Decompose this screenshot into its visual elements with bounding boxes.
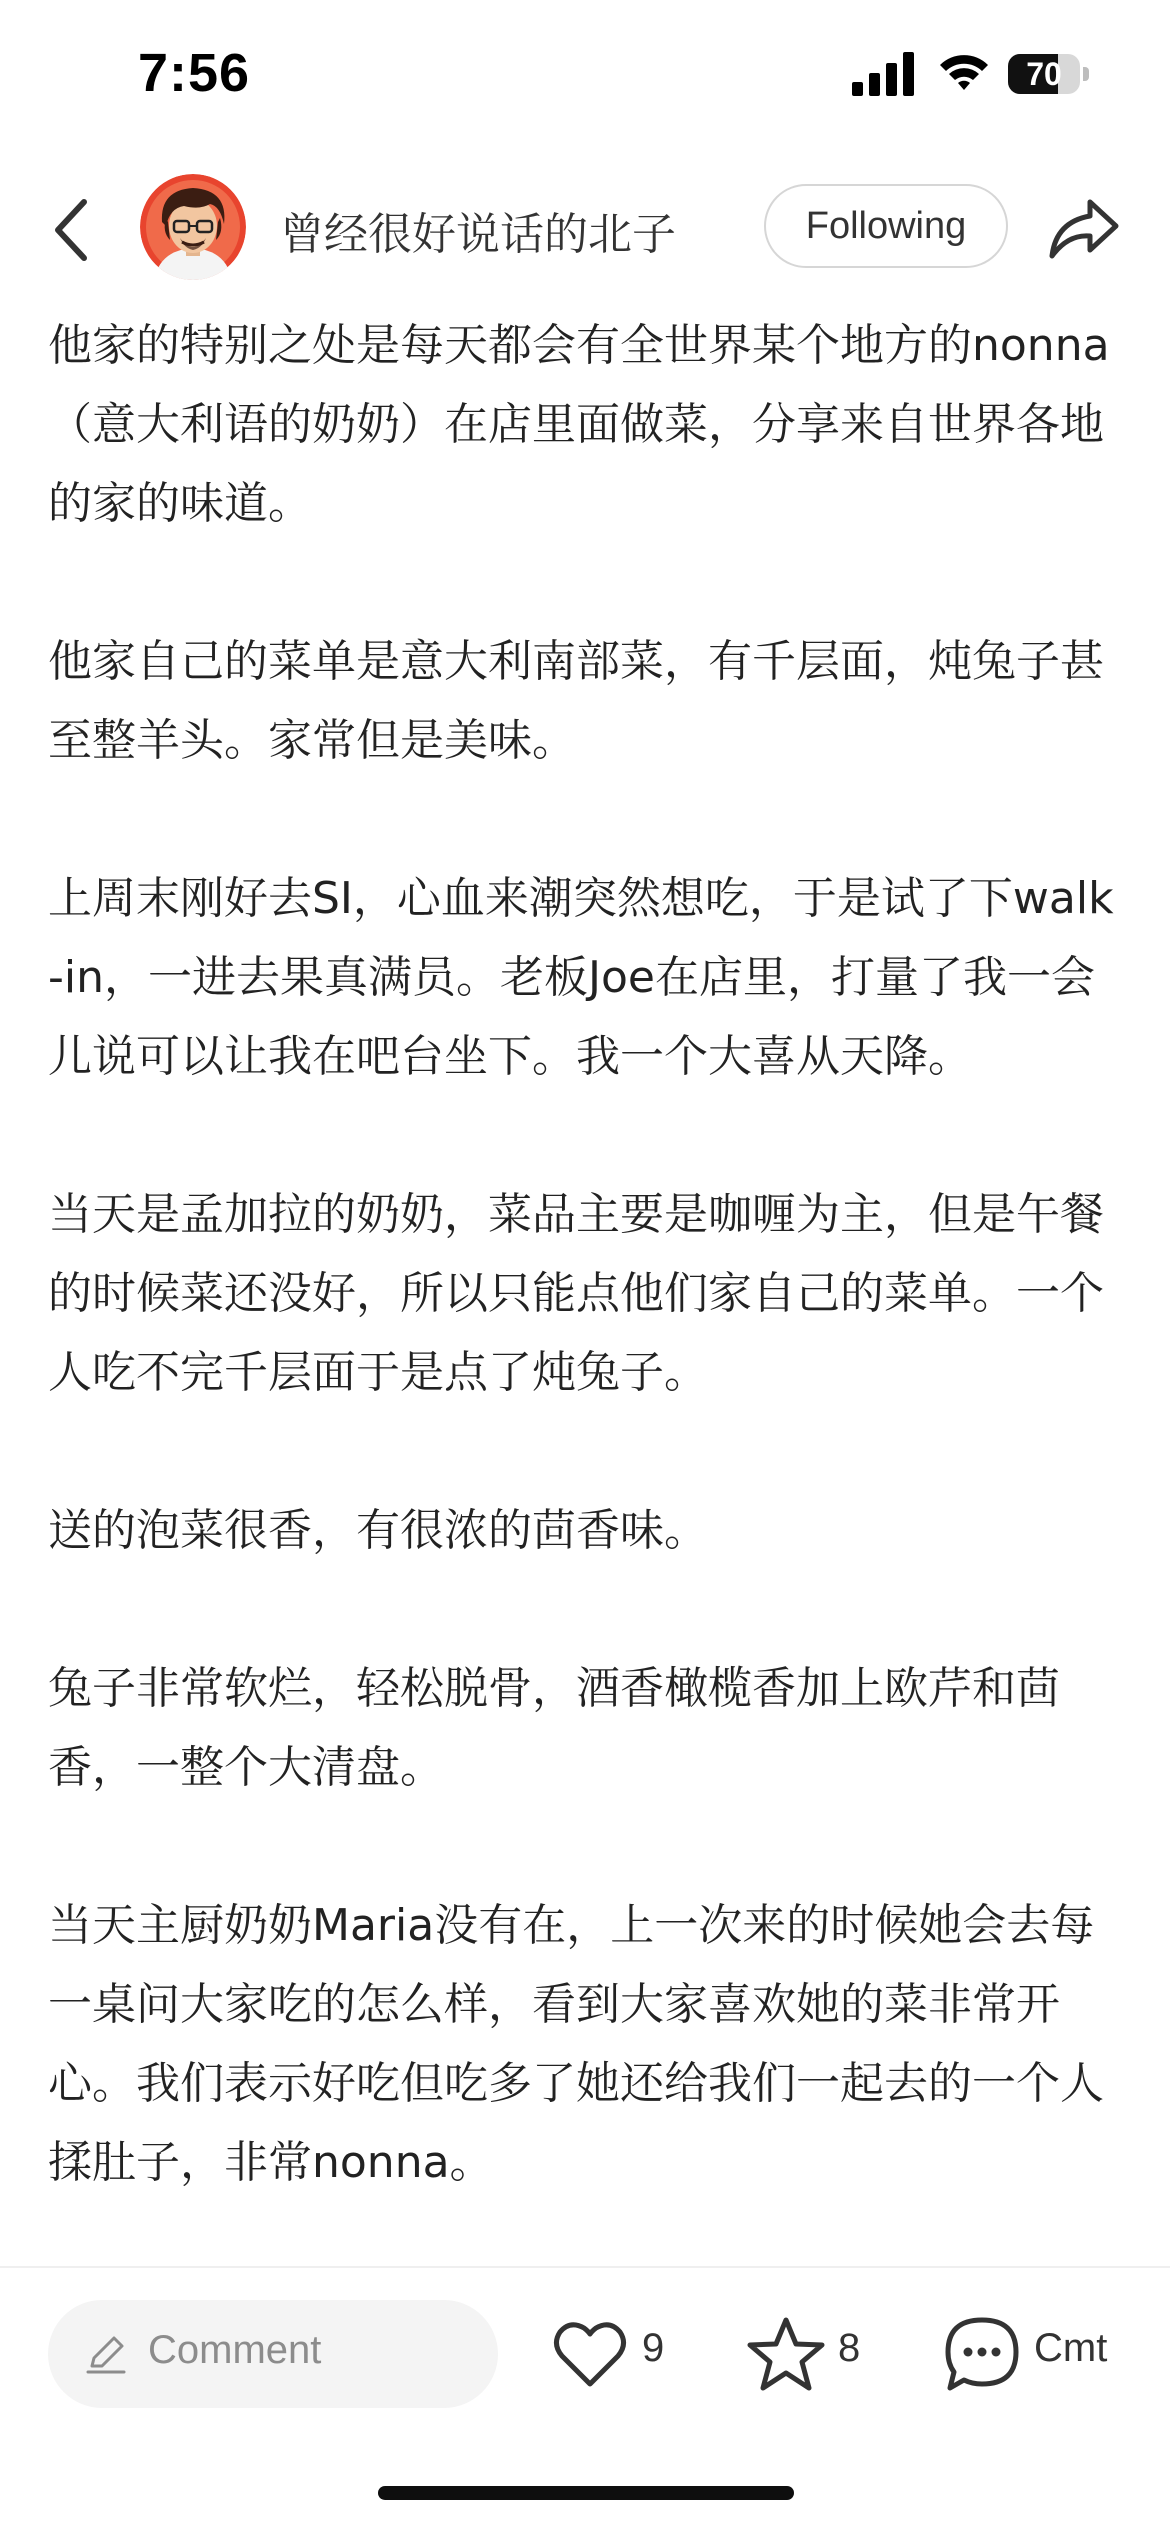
- comments-button[interactable]: [942, 2314, 1122, 2394]
- battery-cap: [1083, 67, 1089, 81]
- post-paragraph: 当天是孟加拉的奶奶，菜品主要是咖喱为主，但是午餐的时候菜还没好，所以只能点他们家自己的菜单。一个人吃不完千层面于是点了炖兔子。: [48, 1189, 1104, 1398]
- post-paragraph: 当天主厨奶奶Maria没有在，上一次来的时候她会去每一桌问大家吃的怎么样，看到大家喜欢她的菜非常开心。我们表示好吃但吃多了她还给我们一起去的一个人揉肚子，非常nonna。: [48, 1900, 1104, 2188]
- cellular-signal-icon: [852, 52, 916, 96]
- post-paragraph: 兔子非常软烂，轻松脱骨，酒香橄榄香加上欧芹和茴香，一整个大清盘。: [48, 1663, 1060, 1793]
- status-time: 7:56: [138, 43, 251, 103]
- star-icon: [746, 2314, 826, 2394]
- battery-level-text: 70: [1026, 56, 1062, 92]
- share-icon[interactable]: [1046, 194, 1122, 264]
- wifi-icon: [936, 50, 992, 96]
- battery-body: [1008, 54, 1080, 94]
- author-name[interactable]: 曾经很好说话的北子: [280, 209, 676, 260]
- post-header: [0, 150, 1170, 306]
- post-paragraph: 他家自己的菜单是意大利南部菜，有千层面，炖兔子甚至整羊头。家常但是美味。: [48, 636, 1104, 766]
- battery-indicator: [1008, 54, 1090, 94]
- like-button[interactable]: [550, 2314, 680, 2394]
- post-paragraph: 他家的特别之处是每天都会有全世界某个地方的nonna（意大利语的奶奶）在店里面做菜，分享来自世界各地的家的味道。: [48, 320, 1110, 529]
- home-indicator[interactable]: [378, 2486, 794, 2500]
- heart-icon: [550, 2314, 630, 2394]
- favorite-count: 8: [838, 2326, 861, 2370]
- pencil-icon: [84, 2332, 128, 2376]
- like-count: 9: [642, 2326, 665, 2370]
- comment-input[interactable]: [48, 2300, 498, 2408]
- post-paragraph: 上周末刚好去SI，心血来潮突然想吃，于是试了下walk-in，一进去果真满员。老板Joe在店里，打量了我一会儿说可以让我在吧台坐下。我一个大喜从天降。: [48, 873, 1114, 1082]
- post-paragraph: 送的泡菜很香，有很浓的茴香味。: [48, 1505, 708, 1556]
- comment-placeholder: Comment: [148, 2328, 322, 2372]
- following-button[interactable]: Following: [764, 184, 1008, 268]
- avatar[interactable]: [140, 174, 246, 280]
- chevron-left-icon[interactable]: [40, 190, 110, 270]
- chat-bubble-icon: [942, 2314, 1022, 2394]
- avatar-image: [140, 174, 246, 280]
- comments-label: Cmt: [1034, 2326, 1108, 2370]
- status-bar: [0, 0, 1170, 150]
- favorite-button[interactable]: [746, 2314, 876, 2394]
- post-content: [48, 306, 1128, 2266]
